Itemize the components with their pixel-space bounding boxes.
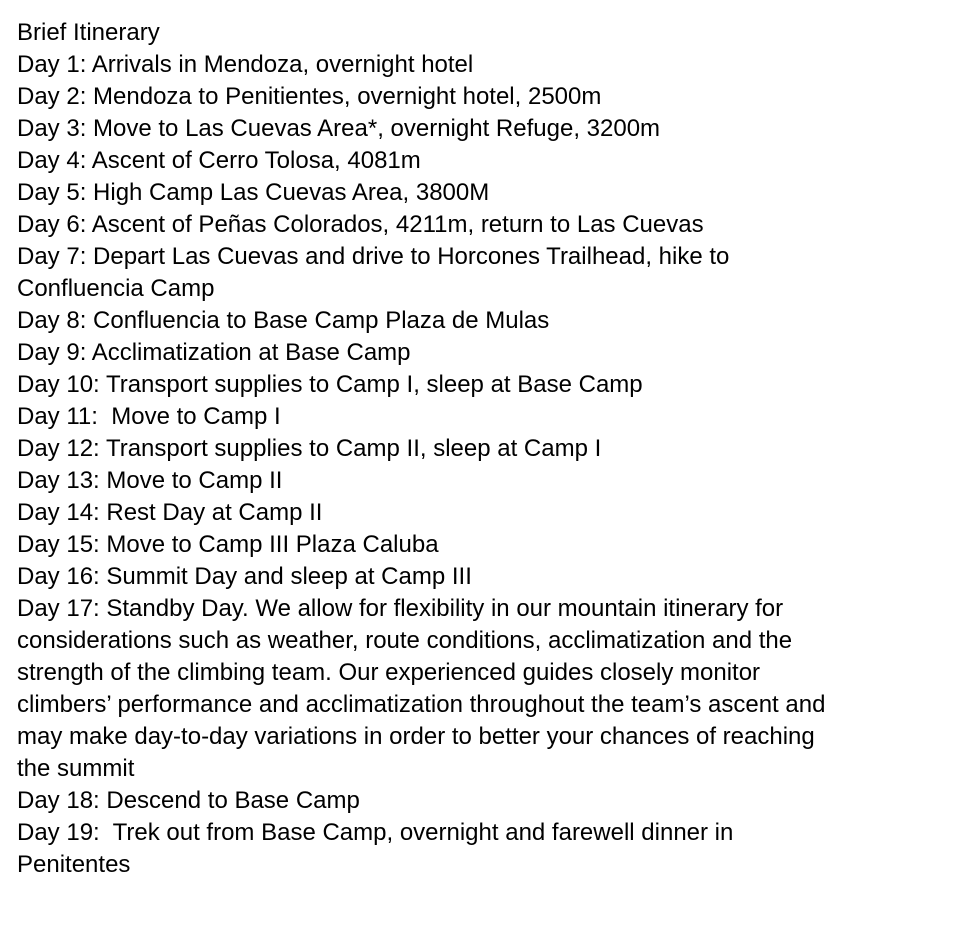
itinerary-line: Penitentes xyxy=(17,851,131,878)
itinerary-line: the summit xyxy=(17,755,135,782)
itinerary-line: Day 15: Move to Camp III Plaza Caluba xyxy=(17,531,439,558)
itinerary-line: climbers’ performance and acclimatization throughout the team’s ascent and xyxy=(17,691,826,718)
itinerary-line: strength of the climbing team. Our experienced guides closely monitor xyxy=(17,659,761,686)
itinerary-text-block xyxy=(17,17,952,881)
itinerary-line: considerations such as weather, route conditions, acclimatization and the xyxy=(17,627,793,654)
itinerary-line: Day 17: Standby Day. We allow for flexibility in our mountain itinerary for xyxy=(17,595,784,622)
itinerary-line: Day 7: Depart Las Cuevas and drive to Horcones Trailhead, hike to xyxy=(17,243,730,270)
itinerary-line: Day 14: Rest Day at Camp II xyxy=(17,499,323,526)
itinerary-line: Day 9: Acclimatization at Base Camp xyxy=(17,339,411,366)
itinerary-line: Day 16: Summit Day and sleep at Camp III xyxy=(17,563,472,590)
itinerary-line: Day 6: Ascent of Peñas Colorados, 4211m, return to Las Cuevas xyxy=(17,211,704,238)
itinerary-line: may make day-to-day variations in order to better your chances of reaching xyxy=(17,723,815,750)
itinerary-line: Day 13: Move to Camp II xyxy=(17,467,283,494)
itinerary-line: Day 8: Confluencia to Base Camp Plaza de Mulas xyxy=(17,307,550,334)
itinerary-line: Day 1: Arrivals in Mendoza, overnight hotel xyxy=(17,51,474,78)
itinerary-line: Day 5: High Camp Las Cuevas Area, 3800M xyxy=(17,179,490,206)
itinerary-line: Day 12: Transport supplies to Camp II, sleep at Camp I xyxy=(17,435,602,462)
itinerary-line: Day 10: Transport supplies to Camp I, sleep at Base Camp xyxy=(17,371,643,398)
itinerary-line: Day 4: Ascent of Cerro Tolosa, 4081m xyxy=(17,147,421,174)
itinerary-line: Day 18: Descend to Base Camp xyxy=(17,787,360,814)
itinerary-line: Confluencia Camp xyxy=(17,275,215,302)
itinerary-line: Day 11: Move to Camp I xyxy=(17,403,281,430)
document-title: Brief Itinerary xyxy=(17,19,160,46)
itinerary-line: Day 2: Mendoza to Penitientes, overnight hotel, 2500m xyxy=(17,83,602,110)
itinerary-line: Day 3: Move to Las Cuevas Area*, overnight Refuge, 3200m xyxy=(17,115,661,142)
itinerary-line: Day 19: Trek out from Base Camp, overnight and farewell dinner in xyxy=(17,819,734,846)
